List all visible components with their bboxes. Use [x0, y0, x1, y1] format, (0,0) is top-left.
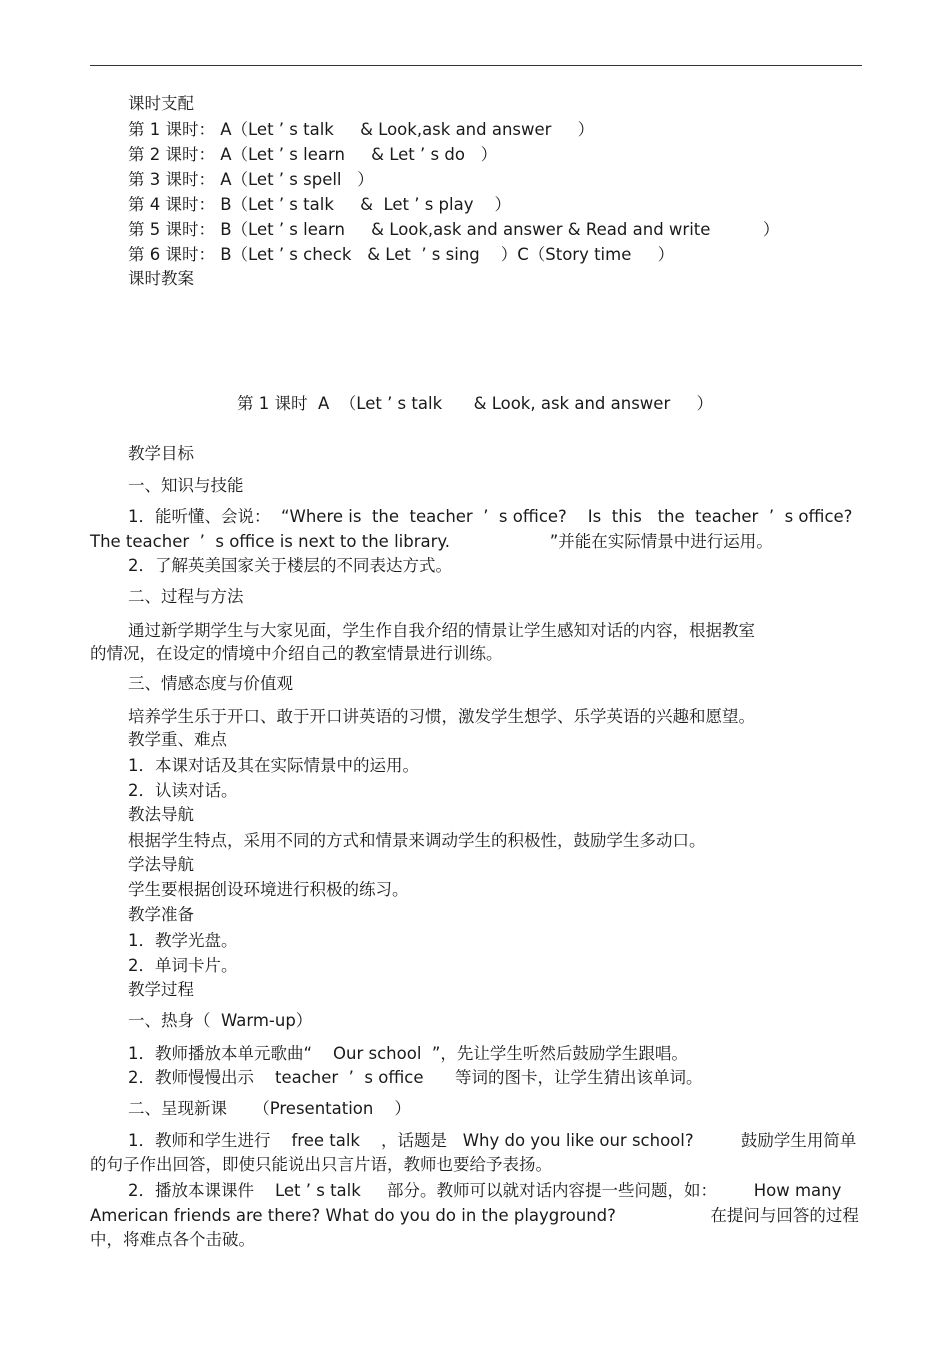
section-heading: 教法导航: [128, 805, 194, 824]
section-heading: 教学重、难点: [128, 730, 227, 749]
schedule-heading: 课时支配: [128, 94, 194, 113]
paragraph-line: American friends are there? What do you do in the playground? 在提问与回答的过程: [90, 1206, 859, 1225]
paragraph-line: 中，将难点各个击破。: [90, 1230, 255, 1249]
list-item: 1．教师播放本单元歌曲“ Our school ”，先让学生听然后鼓励学生跟唱。: [128, 1044, 688, 1063]
section-heading: 学法导航: [128, 855, 194, 874]
paragraph-line: 的句子作出回答，即使只能说出只言片语，教师也要给予表扬。: [90, 1155, 552, 1174]
list-item: 1．教学光盘。: [128, 931, 238, 950]
list-item: 2．单词卡片。: [128, 956, 238, 975]
subsection-heading: 一、知识与技能: [128, 476, 244, 495]
schedule-item: 第 2 课时： A（Let ’ s learn & Let ’ s do ）: [128, 145, 498, 164]
paragraph-line: 1．能听懂、会说： “Where is the teacher ’ s office? Is this the teacher ’ s office?: [128, 507, 853, 526]
section-heading: 教学目标: [128, 444, 194, 463]
schedule-item: 第 3 课时： A（Let ’ s spell ）: [128, 170, 374, 189]
subsection-heading: 二、过程与方法: [128, 587, 244, 606]
paragraph-line: 通过新学期学生与大家见面，学生作自我介绍的情景让学生感知对话的内容，根据教室: [128, 621, 755, 640]
paragraph-line: 1．教师和学生进行 free talk ，话题是 Why do you like our school? 鼓励学生用简单: [128, 1131, 857, 1150]
paragraph-line: 培养学生乐于开口、敢于开口讲英语的习惯，激发学生想学、乐学英语的兴趣和愿望。: [128, 707, 755, 726]
schedule-item: 第 6 课时： B（Let ’ s check & Let ’ s sing ）C（Story time ）: [128, 245, 675, 264]
section-heading: 教学准备: [128, 905, 194, 924]
subsection-heading: 三、情感态度与价值观: [128, 674, 293, 693]
section-heading: 教学过程: [128, 980, 194, 999]
list-item: 1．本课对话及其在实际情景中的运用。: [128, 756, 419, 775]
list-item: 2．教师慢慢出示 teacher ’ s office 等词的图卡，让学生猜出该单词。: [128, 1068, 703, 1087]
paragraph-line: 2．了解英美国家关于楼层的不同表达方式。: [128, 556, 452, 575]
plan-heading: 课时教案: [128, 269, 194, 288]
lesson-title: 第 1 课时 A （Let ’ s talk & Look, ask and answer ）: [237, 394, 713, 413]
schedule-item: 第 1 课时： A（Let ’ s talk & Look,ask and answer ）: [128, 120, 595, 139]
paragraph-line: 根据学生特点，采用不同的方式和情景来调动学生的积极性，鼓励学生多动口。: [128, 831, 706, 850]
subsection-heading: 一、热身（ Warm-up）: [128, 1011, 313, 1030]
paragraph-line: 2．播放本课课件 Let ’ s talk 部分。教师可以就对话内容提一些问题，如： How many: [128, 1181, 842, 1200]
paragraph-line: The teacher ’ s office is next to the library. ”并能在实际情景中进行运用。: [90, 532, 773, 551]
subsection-heading: 二、呈现新课 （Presentation ）: [128, 1099, 411, 1118]
paragraph-line: 的情况，在设定的情境中介绍自己的教室情景进行训练。: [90, 644, 503, 663]
list-item: 2．认读对话。: [128, 781, 238, 800]
header-rule: [90, 65, 862, 66]
schedule-item: 第 5 课时： B（Let ’ s learn & Look,ask and answer & Read and write ）: [128, 220, 780, 239]
schedule-item: 第 4 课时： B（Let ’ s talk & Let ’ s play ）: [128, 195, 511, 214]
paragraph-line: 学生要根据创设环境进行积极的练习。: [128, 880, 409, 899]
